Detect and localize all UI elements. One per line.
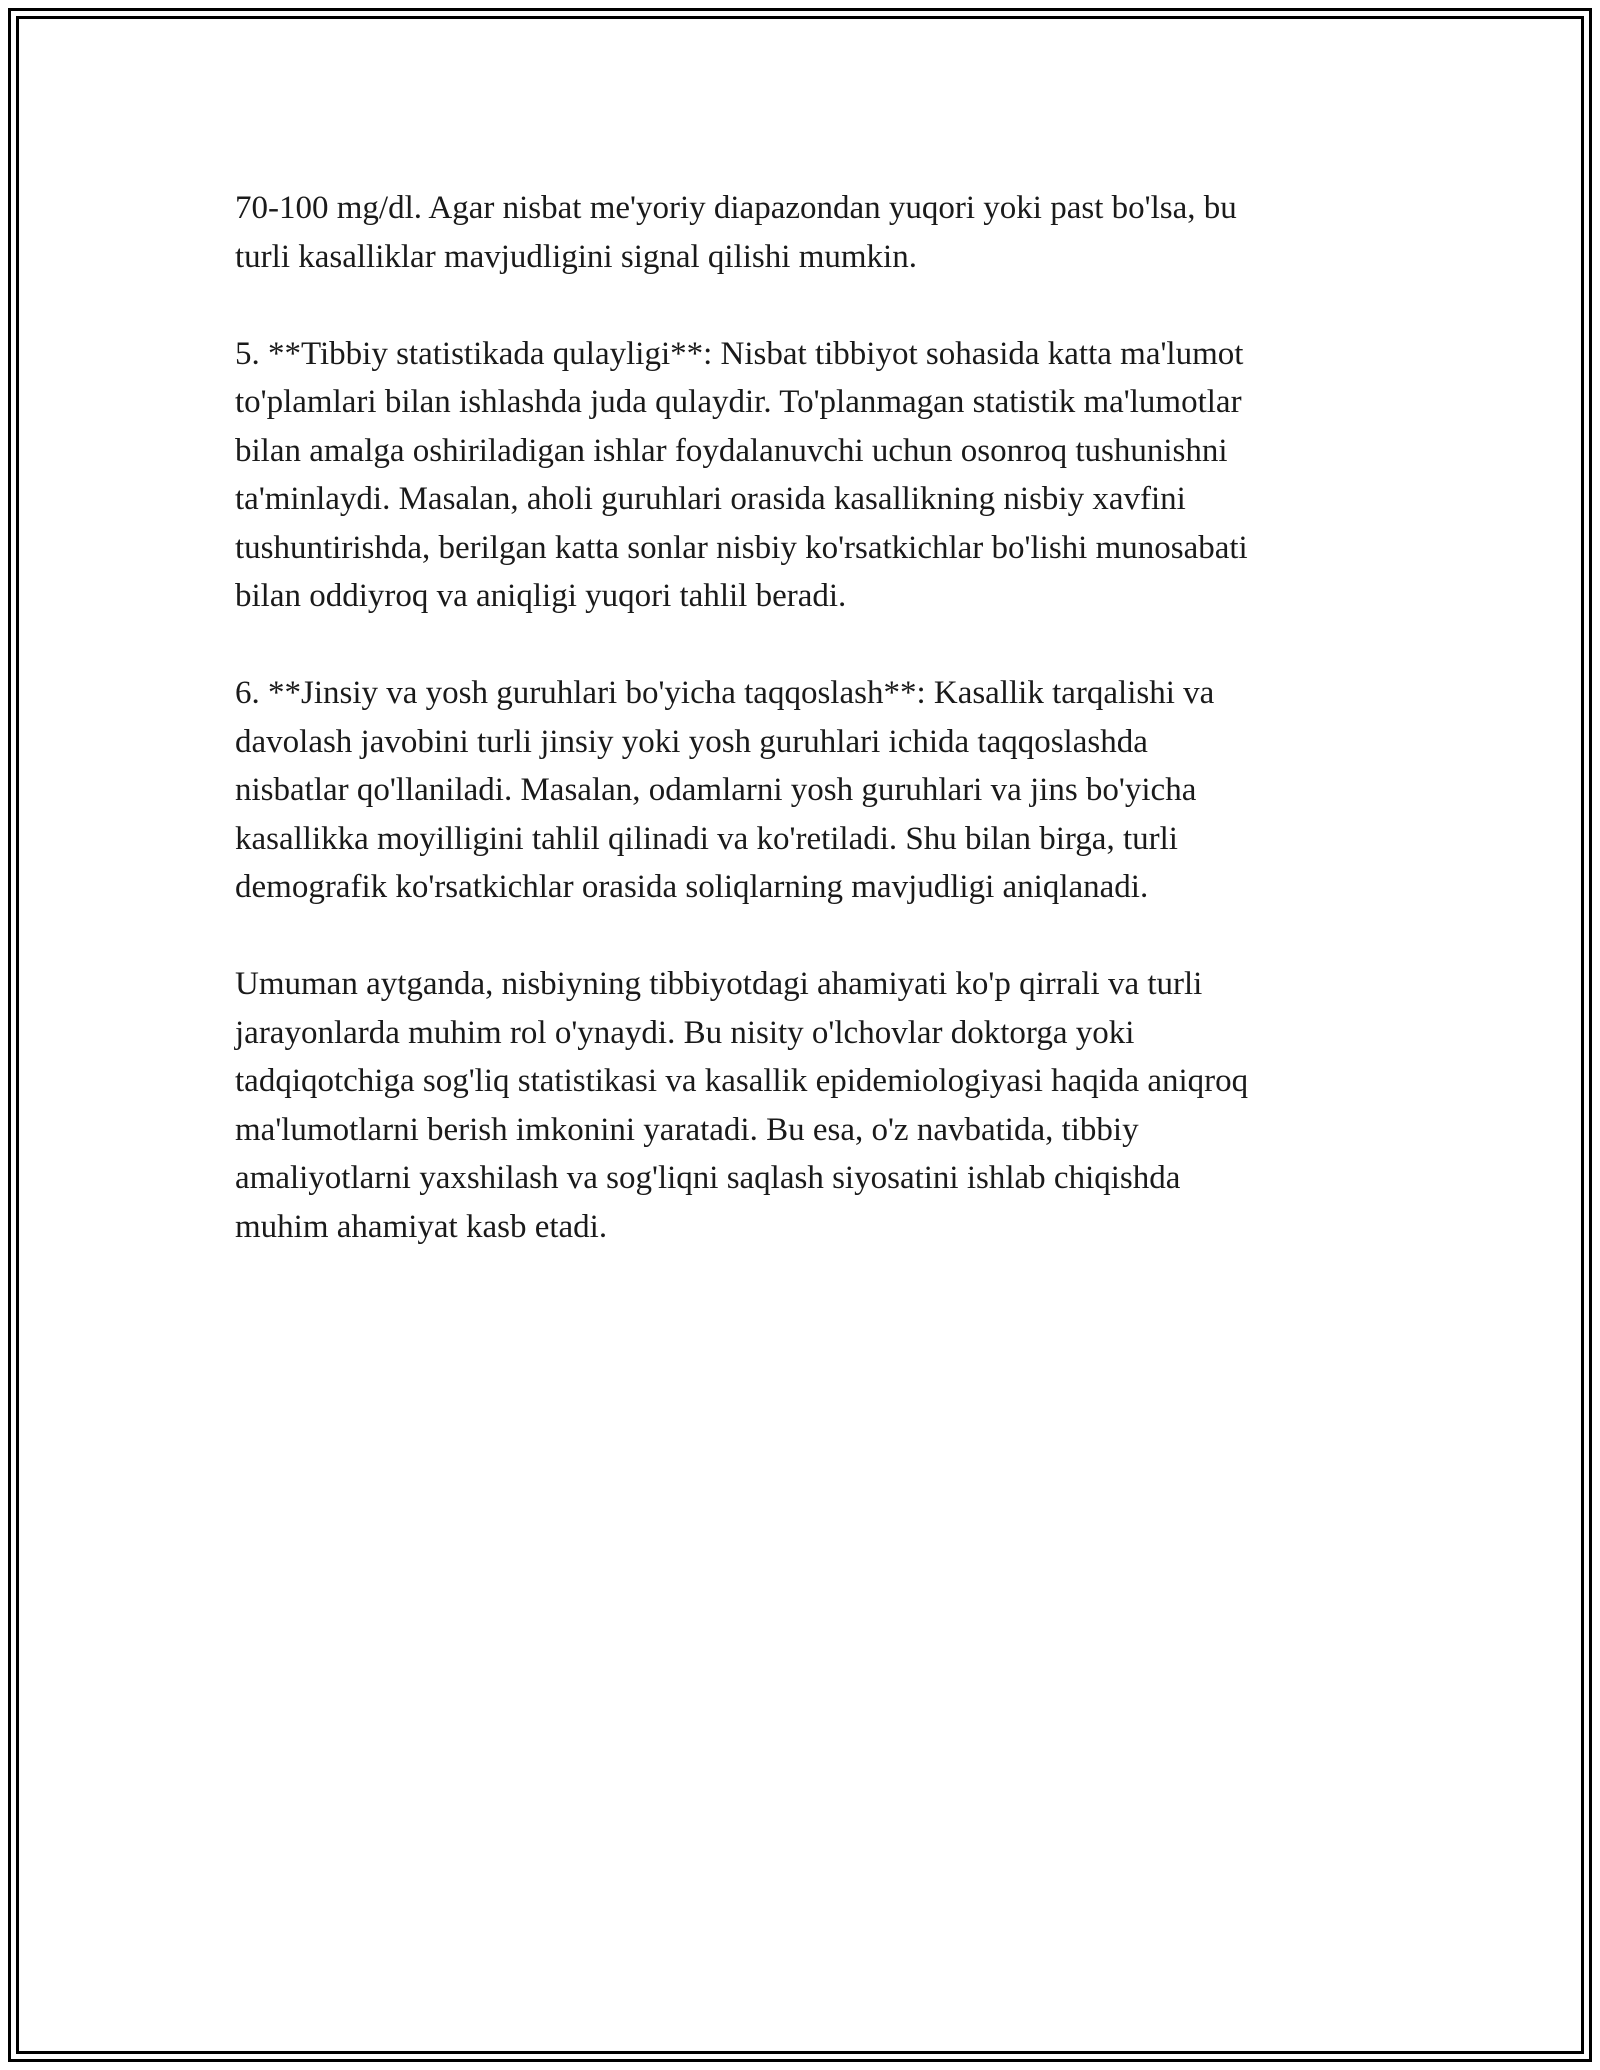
paragraph-item-6: 6. **Jinsiy va yosh guruhlari bo'yicha taqqoslash**: Kasallik tarqalishi va davolash javobini turli jinsiy yoki yosh guruhlari ichida taqqoslashda nisbatlar qo'llaniladi. Masalan, odamlarni yosh guruhlari va jins bo'yicha kasallikka moyilligini tahlil qilinadi va ko'retiladi. Shu bilan birga, turli demografik ko'rsatkichlar orasida soliqlarning mavjudligi aniqlanadi. bbox=[235, 675, 1215, 905]
paragraph-conclusion: Umuman aytganda, nisbiyning tibbiyotdagi ahamiyati ko'p qirrali va turli jarayonlarda muhim rol o'ynaydi. Bu nisity o'lchovlar doktorga yoki tadqiqotchiga sog'liq statistikasi va kasallik epidemiologiyasi haqida aniqroq ma'lumotlarni berish imkonini yaratadi. Bu esa, o'z navbatida, tibbiy amaliyotlarni yaxshilash va sog'liqni saqlash siyosatini ishlab chiqishda muhim ahamiyat kasb etadi. bbox=[235, 966, 1249, 1245]
document-body bbox=[235, 184, 1385, 1300]
paragraph-item-5: 5. **Tibbiy statistikada qulayligi**: Nisbat tibbiyot sohasida katta ma'lumot to'plamlari bilan ishlashda juda qulaydir. To'planmagan statistik ma'lumotlar bilan amalga oshiriladigan ishlar foydalanuvchi uchun osonroq tushunishni ta'minlaydi. Masalan, aholi guruhlari orasida kasallikning nisbiy xavfini tushuntirishda, berilgan katta sonlar nisbiy ko'rsatkichlar bo'lishi munosabati bilan oddiyroq va aniqligi yuqori tahlil beradi. bbox=[235, 335, 1248, 614]
paragraph-intro-continuation: 70-100 mg/dl. Agar nisbat me'yoriy diapazondan yuqori yoki past bo'lsa, bu turli kasalliklar mavjudligini signal qilishi mumkin. bbox=[235, 190, 1237, 275]
